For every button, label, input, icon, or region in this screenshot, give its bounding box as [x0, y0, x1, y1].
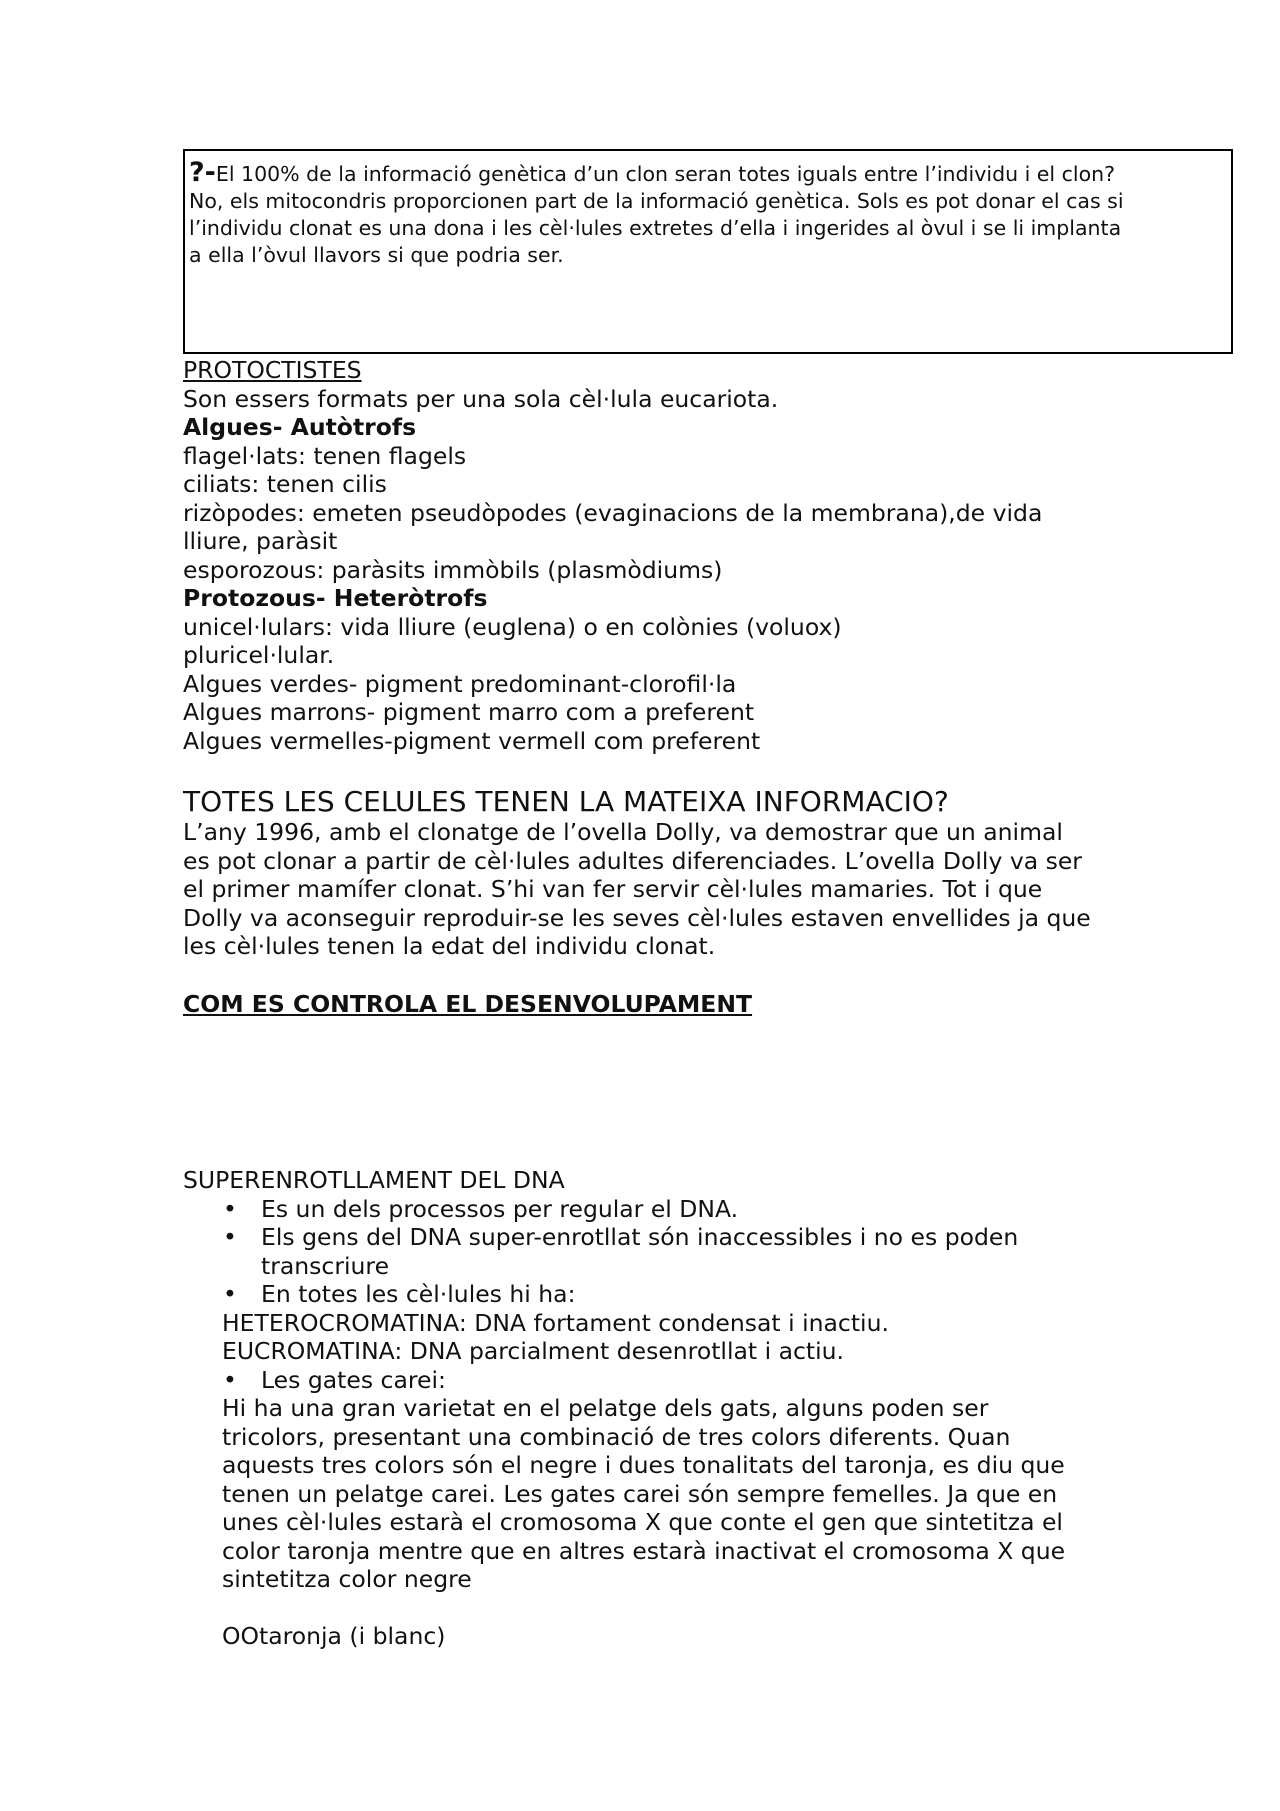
bullet-text: Els gens del DNA super-enrotllat són inaccessibles i no es poden	[261, 1223, 1019, 1251]
bullet-item	[183, 1280, 1183, 1309]
subheading-algues: Algues- Autòtrofs	[183, 413, 417, 441]
list-item: unicel·lulars: vida lliure (euglena) o en colònies (voluox)	[183, 612, 842, 641]
bullet-text: Les gates carei:	[261, 1365, 446, 1394]
answer-line: a ella l’òvul llavors si que podria ser.	[189, 243, 564, 267]
list-item: esporozous: paràsits immòbils (plasmòdiums)	[183, 555, 723, 584]
list-item: ciliats: tenen cilis	[183, 470, 387, 498]
paragraph-line: unes cèl·lules estarà el cromosoma X que conte el gen que sintetitza el	[222, 1508, 1063, 1536]
section-heading-superenrotllament: SUPERENROTLLAMENT DEL DNA	[183, 1166, 565, 1194]
paragraph-line: Hi ha una gran varietat en el pelatge dels gats, alguns poden ser	[222, 1394, 989, 1422]
bullet-continuation: transcriure	[261, 1251, 390, 1280]
paragraph-line: tricolors, presentant una combinació de tres colors diferents. Quan	[222, 1422, 1011, 1451]
list-item: pluricel·lular.	[183, 641, 335, 669]
subheading-protozous: Protozous- Heteròtrofs	[183, 584, 488, 612]
paragraph-line: tenen un pelatge carei. Les gates carei són sempre femelles. Ja que en	[222, 1479, 1058, 1508]
paragraph-line: sintetitza color negre	[222, 1565, 472, 1593]
bullet-item	[183, 1195, 1183, 1224]
paragraph-line: L’any 1996, amb el clonatge de l’ovella Dolly, va demostrar que un animal	[183, 818, 1063, 846]
list-item: Algues verdes- pigment predominant-clorofil·la	[183, 669, 737, 698]
section-heading-desenvolupament: COM ES CONTROLA EL DESENVOLUPAMENT	[183, 989, 753, 1018]
paragraph-line: les cèl·lules tenen la edat del individu clonat.	[183, 932, 716, 960]
definition-line: EUCROMATINA: DNA parcialment desenrotllat i actiu.	[222, 1337, 844, 1365]
protoctistes-intro: Son essers formats per una sola cèl·lula eucariota.	[183, 384, 779, 413]
section-heading-totes: TOTES LES CELULES TENEN LA MATEIXA INFORMACIO?	[183, 785, 949, 818]
answer-line: No, els mitocondris proporcionen part de la informació genètica. Sols es pot donar el cas si	[189, 189, 1124, 213]
paragraph-line: es pot clonar a partir de cèl·lules adultes diferenciades. L’ovella Dolly va ser	[183, 846, 1082, 875]
document-body	[183, 356, 1183, 1651]
list-item: Algues marrons- pigment marro com a preferent	[183, 698, 755, 726]
bullet-icon: •	[223, 1194, 237, 1223]
bullet-icon: •	[223, 1365, 237, 1394]
question-text: El 100% de la informació genètica d’un clon seran totes iguals entre l’individu i el clon?	[215, 162, 1116, 186]
bullet-icon: •	[223, 1223, 237, 1251]
bullet-text: Es un dels processos per regular el DNA.	[261, 1194, 739, 1223]
answer-line: l’individu clonat es una dona i les cèl·lules extretes d’ella i ingerides al òvul i se li implanta	[189, 216, 1122, 240]
list-item: rizòpodes: emeten pseudòpodes (evaginacions de la membrana),de vida	[183, 498, 1043, 527]
list-item: flagel·lats: tenen flagels	[183, 441, 467, 470]
bullet-text: En totes les cèl·lules hi ha:	[261, 1280, 576, 1308]
list-item: Algues vermelles-pigment vermell com preferent	[183, 726, 761, 755]
question-line	[189, 159, 1227, 188]
section-heading-protoctistes: PROTOCTISTES	[183, 356, 362, 384]
paragraph-line: color taronja mentre que en altres estarà inactivat el cromosoma X que	[222, 1536, 1066, 1565]
definition-line: HETEROCROMATINA: DNA fortament condensat i inactiu.	[222, 1308, 889, 1337]
bullet-item	[183, 1223, 1183, 1252]
bullet-item	[183, 1366, 1183, 1395]
list-item: lliure, paràsit	[183, 527, 338, 555]
final-line: OOtaronja (i blanc)	[222, 1622, 446, 1650]
paragraph-line: el primer mamífer clonat. S’hi van fer servir cèl·lules mamaries. Tot i que	[183, 875, 1043, 903]
paragraph-line: Dolly va aconseguir reproduir-se les seves cèl·lules estaven envellides ja que	[183, 903, 1091, 932]
blank-space	[183, 1018, 1183, 1166]
bullet-icon: •	[223, 1280, 237, 1308]
paragraph-line: aquests tres colors són el negre i dues tonalitats del taronja, es diu que	[222, 1451, 1065, 1479]
question-box	[183, 149, 1233, 354]
question-marker: ?-	[189, 157, 216, 188]
blank-line	[183, 1594, 1183, 1623]
